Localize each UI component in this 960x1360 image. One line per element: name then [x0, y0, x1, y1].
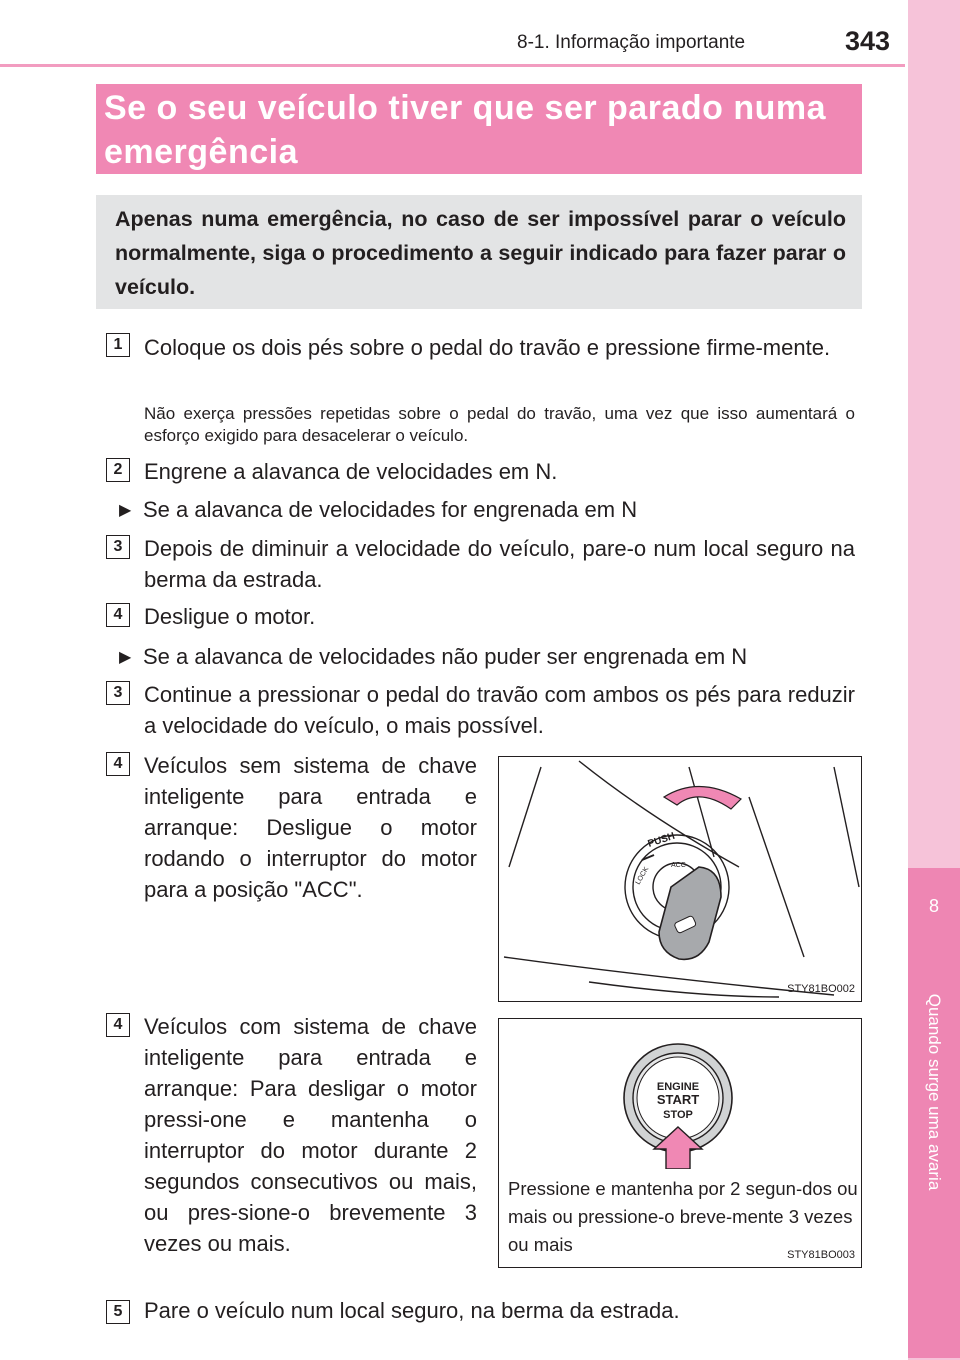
step-badge: 4 [106, 752, 130, 776]
figure-code: STY81BO002 [787, 983, 855, 995]
intro-text: Apenas numa emergência, no caso de ser impossível parar o veículo normalmente, siga o procedimento a seguir indicado para fazer parar o veículo. [115, 207, 846, 299]
push-label: PUSH [646, 830, 677, 850]
step-text: Coloque os dois pés sobre o pedal do travão e pressione firme-mente. [144, 335, 831, 360]
engine-button-illustration [499, 1019, 861, 1169]
step-text: Pare o veículo num local seguro, na berma da estrada. [144, 1298, 680, 1323]
step-badge: 3 [106, 681, 130, 705]
section-title: 8-1. Informação importante [517, 32, 746, 53]
triangle-bullet-icon: ▶ [119, 502, 132, 519]
figure-code: STY81BO003 [787, 1249, 855, 1261]
figure-caption: Pressione e mantenha por 2 segun-dos ou mais ou pressione-o breve-mente 3 vezes ou mais [508, 1178, 858, 1255]
case-heading: Se a alavanca de velocidades for engrenada em N [143, 497, 638, 522]
step-text: Continue a pressionar o pedal do travão com ambos os pés para reduzir a velocidade do veículo, o mais possível. [144, 682, 855, 738]
step-text: Depois de diminuir a velocidade do veículo, pare-o num local seguro na berma da estrada. [144, 536, 855, 592]
step-badge: 2 [106, 458, 130, 482]
button-label-start: START [656, 1092, 700, 1107]
button-label-engine: ENGINE [656, 1081, 700, 1093]
step-text: Desligue o motor. [144, 604, 316, 629]
ignition-key-illustration [499, 757, 861, 1001]
step-text: Veículos com sistema de chave inteligente para entrada e arranque: Para desligar o motor pressi-one e mantenha o interruptor do motor durante 2 segundos consecutivos ou mais, ou pres-sione-o brevemente 3 vezes ou mais. [144, 1014, 477, 1256]
page-heading: Se o seu veículo tiver que ser parado numa emergência [104, 89, 827, 171]
step-badge: 4 [106, 603, 130, 627]
chapter-number: 8 [928, 896, 939, 916]
chapter-label: Quando surge uma avaria [925, 993, 944, 1191]
ignition-key-figure [498, 756, 862, 1002]
case-heading: Se a alavanca de velocidades não puder ser engrenada em N [143, 644, 748, 669]
key-icon [659, 867, 721, 959]
header-rule [0, 64, 905, 67]
step-badge: 1 [106, 333, 130, 357]
page-number: 343 [845, 26, 891, 56]
button-label-stop: STOP [663, 1109, 693, 1121]
step-badge: 3 [106, 535, 130, 559]
step-note: Não exerça pressões repetidas sobre o pedal do travão, uma vez que isso aumentará o esforço exigido para desacelerar o veículo. [144, 404, 855, 445]
engine-button-figure [498, 1018, 862, 1268]
step-badge: 4 [106, 1013, 130, 1037]
step-badge: 5 [106, 1300, 130, 1324]
lock-label: LOCK [634, 865, 651, 886]
acc-label: ACC [671, 862, 686, 869]
triangle-bullet-icon: ▶ [119, 649, 132, 666]
step-text: Engrene a alavanca de velocidades em N. [144, 459, 558, 484]
step-text: Veículos sem sistema de chave inteligente para entrada e arranque: Desligue o motor rodando o interruptor do motor para a posição "ACC". [144, 753, 477, 902]
